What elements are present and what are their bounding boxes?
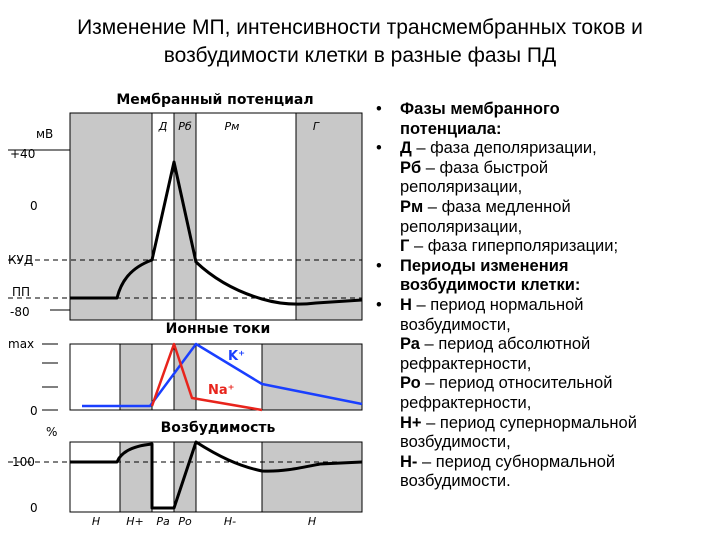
- ytick-zero: 0: [30, 199, 38, 213]
- na-current-curve: [152, 344, 262, 410]
- ytick-excit-zero: 0: [30, 501, 38, 515]
- phase-label-rm: Рм: [224, 120, 240, 133]
- na-current-label: Na⁺: [208, 383, 235, 398]
- percent-unit-label: %: [46, 425, 58, 439]
- excitability-panel: [8, 420, 362, 528]
- period-label-ra: Ра: [156, 515, 170, 528]
- period-label-n-plus: Н+: [126, 515, 144, 528]
- excitability-title: Возбудимость: [160, 420, 276, 436]
- ion-currents-title: Ионные токи: [165, 321, 271, 337]
- slide-title: [10, 14, 710, 70]
- panel1-shade-right: [296, 113, 362, 320]
- k-current-label: K⁺: [228, 349, 245, 364]
- panel3-shade-right: [262, 442, 362, 512]
- ytick-max: max: [8, 337, 35, 351]
- phase-label-d: Д: [158, 120, 168, 133]
- period-label-n-1: Н: [91, 515, 101, 528]
- ytick-current-zero: 0: [30, 404, 38, 418]
- bullet-phases-heading: • Фазы мембранного потенциала:: [374, 100, 714, 139]
- ytick-minus80: -80: [10, 305, 30, 319]
- bullet-periods-heading: • Периоды изменения возбудимости клетки:: [374, 257, 714, 296]
- membrane-potential-title: Мембранный потенциал: [116, 92, 314, 108]
- slide-title-line-1: Изменение МП, интенсивности трансмембранных токов и: [77, 16, 643, 39]
- ion-currents-panel: [8, 321, 362, 418]
- period-label-n-2: Н: [307, 515, 317, 528]
- period-label-n-minus: Н-: [223, 515, 237, 528]
- action-potential-diagram: [0, 88, 372, 538]
- ytick-kud: КУД: [8, 253, 34, 267]
- panel1-shade-left: [70, 113, 152, 320]
- membrane-potential-panel: [8, 92, 362, 320]
- ytick-pp: ПП: [12, 285, 31, 299]
- phase-label-g: Г: [312, 120, 320, 133]
- ytick-100: 100: [12, 455, 35, 469]
- mv-unit-label: мВ: [36, 127, 54, 141]
- explanation-list: [374, 100, 714, 492]
- phase-label-rb: Рб: [178, 120, 192, 133]
- bullet-periods-definitions: • Н – период нормальной возбудимости, Ра – период абсолютной рефрактерности, Ро – период относительной рефрактерности, Н+ – период супернормальной возбудимости, Н- – период субнормальной возбудимости.: [374, 296, 714, 492]
- bullet-phases-definitions: • Д – фаза деполяризации, Рб – фаза быстрой реполяризации, Рм – фаза медленной реполяризации, Г – фаза гиперполяризации;: [374, 139, 714, 257]
- slide-title-line-2: возбудимости клетки в разные фазы ПД: [163, 44, 557, 67]
- ytick-plus40: +40: [10, 147, 36, 161]
- period-label-ro: Ро: [178, 515, 192, 528]
- panel2-shade-left: [120, 344, 152, 410]
